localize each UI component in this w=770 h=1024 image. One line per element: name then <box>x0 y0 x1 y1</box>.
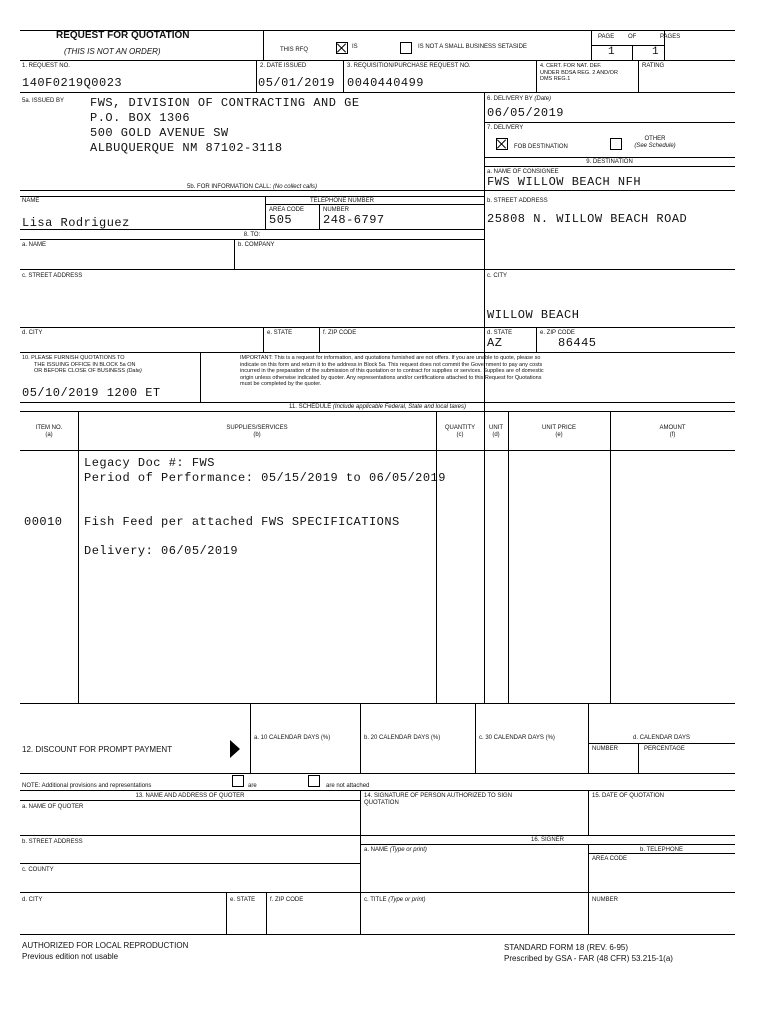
requisition-label: 3. REQUISITION/PURCHASE REQUEST NO. <box>347 63 471 69</box>
col-supplies: SUPPLIES/SERVICES (b) <box>226 425 288 438</box>
delivery-by-label: 6. DELIVERY BY (Date) <box>487 96 552 102</box>
is-not-setaside-checkbox[interactable] <box>400 42 412 54</box>
arrow-right-icon <box>230 740 240 758</box>
footer-previous-edition: Previous edition not usable <box>22 952 119 961</box>
signer-number-label: NUMBER <box>592 897 619 903</box>
dest-state-value: AZ <box>487 336 503 350</box>
footer-left <box>22 940 188 962</box>
area-code-value: 505 <box>269 213 293 227</box>
form-subtitle: (THIS IS NOT AN ORDER) <box>64 47 161 56</box>
destination-title: 9. DESTINATION <box>586 159 633 165</box>
date-issued-label: 2. DATE ISSUED <box>260 63 307 69</box>
this-rfq-label: THIS RFQ <box>280 47 308 53</box>
signer-telephone-label: b. TELEPHONE <box>640 847 683 853</box>
street-address-value: 25808 N. WILLOW BEACH ROAD <box>487 212 688 226</box>
telephone-label: TELEPHONE NUMBER <box>310 198 375 204</box>
date-issued-value: 05/01/2019 <box>258 76 336 90</box>
schedule-header-notes <box>84 456 446 486</box>
requisition-value: 0040440499 <box>347 76 425 90</box>
delivery-by-value: 06/05/2019 <box>487 106 565 120</box>
footer-right <box>504 942 673 964</box>
quoter-state-label: e. STATE <box>230 897 256 903</box>
footer-prescribed-by: Prescribed by GSA - FAR (48 CFR) 53.215-1(a) <box>504 954 673 963</box>
quoter-city-label: d. CITY <box>22 897 43 903</box>
is-setaside-checkbox[interactable] <box>336 42 348 54</box>
legacy-doc-line: Legacy Doc #: FWS <box>84 456 215 470</box>
to-street-label: c. STREET ADDRESS <box>22 273 83 279</box>
delivery-label: 7. DELIVERY <box>487 125 524 131</box>
request-no-label: 1. REQUEST NO. <box>22 63 70 69</box>
provisions-are-not-label: are not attached <box>326 783 370 789</box>
quoter-zip-label: f. ZIP CODE <box>270 897 304 903</box>
of-label: OF <box>628 34 637 40</box>
to-zip-label: f. ZIP CODE <box>323 330 357 336</box>
total-pages: 1 <box>652 46 659 58</box>
note-text: NOTE: Additional provisions and representations <box>22 783 152 789</box>
contact-name-label: NAME <box>22 198 40 204</box>
quote-due-value: 05/10/2019 1200 ET <box>22 386 161 400</box>
signer-name-label: a. NAME (Type or print) <box>364 847 427 853</box>
signer-title-label: c. TITLE (Type or print) <box>364 897 426 903</box>
quotation-date-label: 15. DATE OF QUOTATION <box>592 793 665 799</box>
dest-zip-label: e. ZIP CODE <box>540 330 575 336</box>
dest-zip-value: 86445 <box>558 336 597 350</box>
form-title: REQUEST FOR QUOTATION <box>56 30 190 41</box>
to-name-label: a. NAME <box>22 242 47 248</box>
dest-city-value: WILLOW BEACH <box>487 308 580 322</box>
to-city-label: d. CITY <box>22 330 43 336</box>
quoter-title: 13. NAME AND ADDRESS OF QUOTER <box>135 793 245 799</box>
dest-city-label: c. CITY <box>487 273 508 279</box>
discount-calendar-days: d. CALENDAR DAYS <box>633 735 690 741</box>
area-code-label: AREA CODE <box>269 207 305 213</box>
issued-by-label: 5a. ISSUED BY <box>22 98 65 104</box>
furnish-quotations-label: 10. PLEASE FURNISH QUOTATIONS TO THE ISSUING OFFICE IN BLOCK 5a ON OR BEFORE CLOSE OF BUSINESS (Date) <box>22 355 142 374</box>
discount-10-days: a. 10 CALENDAR DAYS (%) <box>254 735 331 741</box>
pages-label: PAGES <box>660 34 681 40</box>
cert-label: 4. CERT. FOR NAT. DEF. UNDER BDSA REG. 2 AND/OR DMS REG.1 <box>540 63 618 82</box>
provisions-are-label: are <box>248 783 257 789</box>
discount-number-label: NUMBER <box>592 746 619 752</box>
street-address-label: b. STREET ADDRESS <box>487 198 548 204</box>
col-amount: AMOUNT (f) <box>659 425 686 438</box>
line-item-number: 00010 <box>24 515 63 529</box>
discount-20-days: b. 20 CALENDAR DAYS (%) <box>364 735 441 741</box>
to-company-label: b. COMPANY <box>238 242 275 248</box>
schedule-title: 11. SCHEDULE (Include applicable Federal, State and local taxes) <box>289 404 466 410</box>
page-number: 1 <box>608 46 615 58</box>
provisions-are-not-checkbox[interactable] <box>308 775 320 787</box>
signature-label: 14. SIGNATURE OF PERSON AUTHORIZED TO SIGN QUOTATION <box>364 793 513 806</box>
discount-label: 12. DISCOUNT FOR PROMPT PAYMENT <box>22 745 173 754</box>
discount-percentage-label: PERCENTAGE <box>644 746 685 752</box>
fob-destination-label: FOB DESTINATION <box>514 144 568 150</box>
dest-state-label: d. STATE <box>487 330 513 336</box>
is-not-label: IS NOT A SMALL BUSINESS SETASIDE <box>418 44 527 50</box>
discount-30-days: c. 30 CALENDAR DAYS (%) <box>479 735 555 741</box>
quoter-county-label: c. COUNTY <box>22 867 54 873</box>
important-notice: IMPORTANT: This is a request for information, and quotations furnished are not offers. If you are unable to quote, please so indicate on this form and return it to the address in Block 5a. This request does not commit the Government to pay any costs incurred in the preparation of the submission of this quotation or to contract for supplies or services. Supplies are of domestic origin unless otherwise indicated by quoter. Any representations and/or certifications attached to this Request for Quotations must be completed by the quoter. <box>240 355 544 387</box>
quoter-name-label: a. NAME OF QUOTER <box>22 804 84 810</box>
signer-title: 16. SIGNER <box>530 837 564 843</box>
consignee-value: FWS WILLOW BEACH NFH <box>487 175 642 189</box>
col-unit-price: UNIT PRICE (e) <box>542 425 576 438</box>
issued-by-line-4: ALBUQUERQUE NM 87102-3118 <box>90 141 283 155</box>
rating-label: RATING <box>642 63 665 69</box>
to-state-label: e. STATE <box>267 330 293 336</box>
col-item-no: ITEM NO. (a) <box>35 425 63 438</box>
footer-authorized: AUTHORIZED FOR LOCAL REPRODUCTION <box>22 941 189 950</box>
line-item-delivery: Delivery: 06/05/2019 <box>84 544 239 558</box>
other-delivery-label: OTHER (See Schedule) <box>634 136 676 149</box>
col-quantity: QUANTITY (c) <box>444 425 476 438</box>
issued-by-address <box>90 96 360 156</box>
phone-number-label: NUMBER <box>323 207 350 213</box>
provisions-are-checkbox[interactable] <box>232 775 244 787</box>
request-no-value: 140F0219Q0023 <box>22 76 123 90</box>
to-title: 8. TO: <box>243 232 261 238</box>
issued-by-line-2: P.O. BOX 1306 <box>90 111 191 125</box>
phone-number-value: 248-6797 <box>323 213 385 227</box>
quoter-street-label: b. STREET ADDRESS <box>22 839 83 845</box>
consignee-label: a. NAME OF CONSIGNEE <box>487 169 559 175</box>
is-label: IS <box>352 44 358 50</box>
contact-name-value: Lisa Rodriguez <box>22 216 130 230</box>
fob-destination-checkbox[interactable] <box>496 138 508 150</box>
issued-by-line-3: 500 GOLD AVENUE SW <box>90 126 229 140</box>
footer-form-number: STANDARD FORM 18 (REV. 6-95) <box>504 943 629 952</box>
info-call-title: 5b. FOR INFORMATION CALL: (No collect calls) <box>187 184 317 190</box>
issued-by-line-1: FWS, DIVISION OF CONTRACTING AND GE <box>90 96 360 110</box>
line-item-description: Fish Feed per attached FWS SPECIFICATIONS <box>84 515 400 529</box>
signer-area-code-label: AREA CODE <box>592 856 628 862</box>
period-of-performance-line: Period of Performance: 05/15/2019 to 06/05/2019 <box>84 471 446 485</box>
page-label: PAGE <box>598 34 615 40</box>
col-unit: UNIT (d) <box>489 425 503 438</box>
